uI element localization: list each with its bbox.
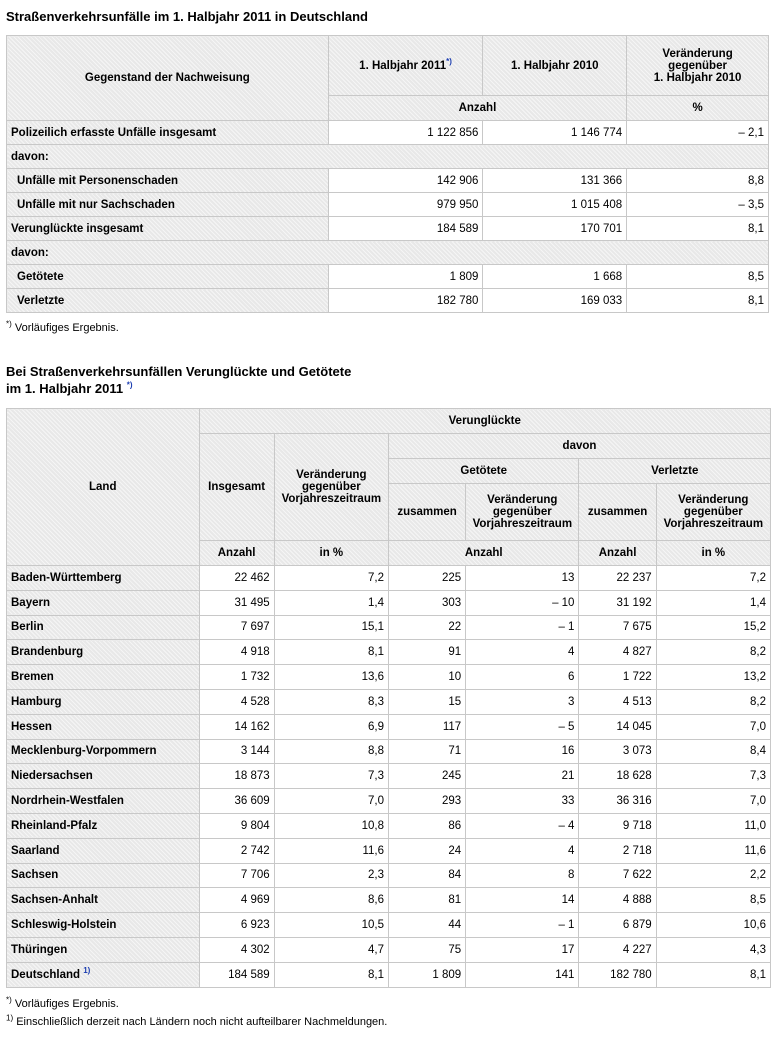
table-row [7, 665, 771, 690]
cell-verletzte: 1 722 [579, 665, 656, 690]
cell-getoetete-veraenderung: 4 [466, 838, 579, 863]
header-getoetete-veraenderung: Veränderung gegenüber Vorjahreszeitraum [466, 484, 579, 541]
cell-veraenderung: 11,6 [274, 838, 388, 863]
land-cell [7, 913, 200, 938]
cell-insgesamt: 4 918 [199, 640, 274, 665]
cell-verletzte-veraenderung: 1,4 [656, 590, 770, 615]
cell-insgesamt: 7 706 [199, 863, 274, 888]
cell-verletzte-veraenderung: 13,2 [656, 665, 770, 690]
land-cell [7, 739, 200, 764]
row-label: Unfälle mit Personenschaden [7, 169, 329, 193]
cell-getoetete-veraenderung: – 1 [466, 913, 579, 938]
cell-getoetete-veraenderung: 3 [466, 689, 579, 714]
header-2010: 1. Halbjahr 2010 [483, 36, 627, 96]
cell-veraenderung: 4,7 [274, 937, 388, 962]
row-label: Verletzte [7, 289, 329, 313]
cell-insgesamt: 7 697 [199, 615, 274, 640]
cell-2010: 131 366 [483, 169, 627, 193]
cell-2010: 170 701 [483, 217, 627, 241]
cell-insgesamt: 184 589 [199, 962, 274, 987]
table-row [7, 714, 771, 739]
land-cell [7, 863, 200, 888]
table-row [7, 813, 771, 838]
table-row [7, 193, 769, 217]
table-row [7, 217, 769, 241]
cell-verletzte: 2 718 [579, 838, 656, 863]
table-row [7, 739, 771, 764]
cell-verletzte: 6 879 [579, 913, 656, 938]
cell-getoetete: 245 [388, 764, 465, 789]
table1-title: Straßenverkehrsunfälle im 1. Halbjahr 2011 in Deutschland [6, 9, 368, 24]
cell-insgesamt: 31 495 [199, 590, 274, 615]
cell-change: 8,5 [627, 265, 769, 289]
header-getoetete: Getötete [388, 459, 578, 484]
cell-2010: 1 146 774 [483, 121, 627, 145]
cell-insgesamt: 4 969 [199, 888, 274, 913]
table-row [7, 241, 769, 265]
cell-getoetete-veraenderung: 21 [466, 764, 579, 789]
cell-2011: 184 589 [328, 217, 483, 241]
cell-2010: 1 015 408 [483, 193, 627, 217]
cell-getoetete-veraenderung: 4 [466, 640, 579, 665]
land-cell [7, 689, 200, 714]
cell-getoetete: 71 [388, 739, 465, 764]
cell-verletzte: 9 718 [579, 813, 656, 838]
header-2011: 1. Halbjahr 2011*) [328, 36, 483, 96]
land-cell [7, 838, 200, 863]
table2-footnote-2: $^{1)}$ Einschließlich derzeit nach Ländern noch nicht aufteilbarer Nachmeldungen. [6, 1013, 388, 1028]
table-row [7, 789, 771, 814]
cell-veraenderung: 8,8 [274, 739, 388, 764]
footnote-marker: 1) [83, 965, 91, 975]
land-name: Schleswig-Holstein [11, 919, 117, 932]
cell-verletzte-veraenderung: 2,2 [656, 863, 770, 888]
cell-getoetete: 293 [388, 789, 465, 814]
table-row [7, 566, 771, 591]
cell-getoetete: 10 [388, 665, 465, 690]
header-land: Land [7, 409, 200, 566]
header-verletzte: Verletzte [579, 459, 771, 484]
land-name: Niedersachsen [11, 770, 93, 783]
cell-getoetete: 91 [388, 640, 465, 665]
header-verletzte-veraenderung: Veränderung gegenüber Vorjahreszeitraum [656, 484, 770, 541]
cell-2011: 1 809 [328, 265, 483, 289]
land-name: Sachsen [11, 869, 59, 882]
land-cell [7, 764, 200, 789]
cell-verletzte-veraenderung: 11,0 [656, 813, 770, 838]
table-row [7, 838, 771, 863]
cell-veraenderung: 1,4 [274, 590, 388, 615]
land-name: Bremen [11, 671, 54, 684]
cell-verletzte-veraenderung: 15,2 [656, 615, 770, 640]
land-name: Bayern [11, 596, 50, 609]
land-name: Hessen [11, 720, 52, 733]
land-name: Mecklenburg-Vorpommern [11, 745, 157, 758]
cell-2011: 979 950 [328, 193, 483, 217]
table-row [7, 121, 769, 145]
cell-verletzte: 7 622 [579, 863, 656, 888]
cell-getoetete: 81 [388, 888, 465, 913]
table2-title: Bei Straßenverkehrsunfällen Verunglückte und Getötete im 1. Halbjahr 2011 *) [6, 364, 352, 396]
cell-veraenderung: 8,6 [274, 888, 388, 913]
cell-getoetete-veraenderung: 33 [466, 789, 579, 814]
cell-getoetete-veraenderung: 17 [466, 937, 579, 962]
cell-verletzte-veraenderung: 8,5 [656, 888, 770, 913]
cell-verletzte-veraenderung: 10,6 [656, 913, 770, 938]
cell-insgesamt: 1 732 [199, 665, 274, 690]
header-davon: davon [388, 434, 770, 459]
cell-2011: 182 780 [328, 289, 483, 313]
table1-footnote: *) Vorläufiges Ergebnis. [6, 319, 119, 334]
cell-2011: 1 122 856 [328, 121, 483, 145]
cell-getoetete-veraenderung: 8 [466, 863, 579, 888]
land-cell [7, 962, 200, 987]
unit-percent: in % [656, 541, 770, 566]
cell-veraenderung: 15,1 [274, 615, 388, 640]
table-row [7, 289, 769, 313]
land-cell [7, 789, 200, 814]
unit-anzahl: Anzahl [328, 96, 626, 121]
land-name: Nordrhein-Westfalen [11, 795, 124, 808]
cell-getoetete-veraenderung: 13 [466, 566, 579, 591]
unit-anzahl: Anzahl [199, 541, 274, 566]
table-row [7, 863, 771, 888]
cell-verletzte: 4 513 [579, 689, 656, 714]
cell-change: 8,1 [627, 289, 769, 313]
cell-getoetete-veraenderung: – 4 [466, 813, 579, 838]
cell-verletzte: 4 888 [579, 888, 656, 913]
cell-getoetete: 117 [388, 714, 465, 739]
cell-verletzte-veraenderung: 8,4 [656, 739, 770, 764]
table-row [7, 937, 771, 962]
header-insgesamt: Insgesamt [199, 434, 274, 541]
cell-insgesamt: 36 609 [199, 789, 274, 814]
cell-insgesamt: 3 144 [199, 739, 274, 764]
cell-verletzte: 7 675 [579, 615, 656, 640]
section-label: davon: [7, 145, 769, 169]
land-name: Berlin [11, 621, 44, 634]
land-cell [7, 615, 200, 640]
cell-insgesamt: 4 528 [199, 689, 274, 714]
table-row [7, 590, 771, 615]
cell-insgesamt: 2 742 [199, 838, 274, 863]
table-row [7, 145, 769, 169]
cell-verletzte-veraenderung: 7,3 [656, 764, 770, 789]
land-cell [7, 640, 200, 665]
cell-verletzte-veraenderung: 8,2 [656, 640, 770, 665]
land-cell [7, 566, 200, 591]
cell-verletzte: 3 073 [579, 739, 656, 764]
cell-verletzte-veraenderung: 8,2 [656, 689, 770, 714]
land-cell [7, 665, 200, 690]
header-change: Veränderung gegenüber 1. Halbjahr 2010 [627, 36, 769, 96]
header-subject: Gegenstand der Nachweisung [7, 36, 329, 121]
land-cell [7, 937, 200, 962]
row-label: Unfälle mit nur Sachschaden [7, 193, 329, 217]
cell-veraenderung: 8,1 [274, 962, 388, 987]
cell-insgesamt: 4 302 [199, 937, 274, 962]
row-label: Polizeilich erfasste Unfälle insgesamt [7, 121, 329, 145]
cell-verletzte-veraenderung: 11,6 [656, 838, 770, 863]
cell-getoetete-veraenderung: 6 [466, 665, 579, 690]
cell-insgesamt: 22 462 [199, 566, 274, 591]
row-label: Getötete [7, 265, 329, 289]
cell-verletzte: 14 045 [579, 714, 656, 739]
cell-verletzte: 31 192 [579, 590, 656, 615]
cell-veraenderung: 7,3 [274, 764, 388, 789]
land-cell [7, 813, 200, 838]
header-veraenderung: Veränderung gegenüber Vorjahreszeitraum [274, 434, 388, 541]
table-row [7, 169, 769, 193]
land-name: Rheinland-Pfalz [11, 819, 98, 832]
unit-anzahl: Anzahl [579, 541, 656, 566]
cell-change: 8,1 [627, 217, 769, 241]
unit-percent: % [627, 96, 769, 121]
table-row [7, 913, 771, 938]
cell-getoetete: 44 [388, 913, 465, 938]
accidents-table [6, 35, 769, 313]
cell-verletzte-veraenderung: 8,1 [656, 962, 770, 987]
cell-getoetete-veraenderung: – 10 [466, 590, 579, 615]
cell-getoetete: 86 [388, 813, 465, 838]
land-cell [7, 590, 200, 615]
cell-verletzte: 36 316 [579, 789, 656, 814]
land-name: Baden-Württemberg [11, 571, 122, 584]
cell-veraenderung: 7,2 [274, 566, 388, 591]
cell-veraenderung: 10,8 [274, 813, 388, 838]
unit-percent: in % [274, 541, 388, 566]
land-name: Thüringen [11, 943, 68, 956]
table-row [7, 615, 771, 640]
cell-verletzte: 22 237 [579, 566, 656, 591]
cell-getoetete-veraenderung: – 1 [466, 615, 579, 640]
cell-getoetete: 22 [388, 615, 465, 640]
cell-insgesamt: 9 804 [199, 813, 274, 838]
cell-getoetete-veraenderung: – 5 [466, 714, 579, 739]
land-name: Hamburg [11, 695, 62, 708]
cell-getoetete: 225 [388, 566, 465, 591]
cell-veraenderung: 10,5 [274, 913, 388, 938]
cell-getoetete-veraenderung: 16 [466, 739, 579, 764]
cell-getoetete: 15 [388, 689, 465, 714]
cell-verletzte-veraenderung: 7,0 [656, 714, 770, 739]
land-name: Saarland [11, 844, 60, 857]
land-name: Sachsen-Anhalt [11, 894, 98, 907]
cell-verletzte-veraenderung: 4,3 [656, 937, 770, 962]
cell-getoetete: 84 [388, 863, 465, 888]
table-row [7, 640, 771, 665]
cell-veraenderung: 13,6 [274, 665, 388, 690]
cell-insgesamt: 14 162 [199, 714, 274, 739]
cell-getoetete: 303 [388, 590, 465, 615]
cell-2010: 1 668 [483, 265, 627, 289]
footnote-marker: *) [126, 380, 133, 390]
cell-getoetete-veraenderung: 14 [466, 888, 579, 913]
unit-anzahl: Anzahl [388, 541, 578, 566]
land-name: Brandenburg [11, 646, 84, 659]
footnote-marker: *) [446, 56, 452, 66]
cell-verletzte-veraenderung: 7,2 [656, 566, 770, 591]
header-getoetete-zusammen: zusammen [388, 484, 465, 541]
cell-verletzte: 4 227 [579, 937, 656, 962]
cell-getoetete: 1 809 [388, 962, 465, 987]
land-name: Deutschland [11, 968, 81, 981]
states-table [6, 408, 771, 988]
cell-change: 8,8 [627, 169, 769, 193]
table-row [7, 888, 771, 913]
cell-insgesamt: 6 923 [199, 913, 274, 938]
cell-2011: 142 906 [328, 169, 483, 193]
section-label: davon: [7, 241, 769, 265]
table-row [7, 962, 771, 987]
table-row [7, 265, 769, 289]
header-verunglueckte: Verunglückte [199, 409, 771, 434]
table-row [7, 764, 771, 789]
row-label: Verunglückte insgesamt [7, 217, 329, 241]
cell-getoetete: 75 [388, 937, 465, 962]
cell-veraenderung: 6,9 [274, 714, 388, 739]
table-row [7, 689, 771, 714]
cell-getoetete-veraenderung: 141 [466, 962, 579, 987]
cell-veraenderung: 2,3 [274, 863, 388, 888]
cell-veraenderung: 7,0 [274, 789, 388, 814]
cell-insgesamt: 18 873 [199, 764, 274, 789]
cell-verletzte: 4 827 [579, 640, 656, 665]
cell-veraenderung: 8,3 [274, 689, 388, 714]
header-verletzte-zusammen: zusammen [579, 484, 656, 541]
land-cell [7, 714, 200, 739]
cell-change: – 3,5 [627, 193, 769, 217]
cell-change: – 2,1 [627, 121, 769, 145]
cell-verletzte: 182 780 [579, 962, 656, 987]
land-cell [7, 888, 200, 913]
cell-verletzte-veraenderung: 7,0 [656, 789, 770, 814]
cell-veraenderung: 8,1 [274, 640, 388, 665]
cell-verletzte: 18 628 [579, 764, 656, 789]
cell-getoetete: 24 [388, 838, 465, 863]
cell-2010: 169 033 [483, 289, 627, 313]
table2-footnote-1: *) Vorläufiges Ergebnis. [6, 995, 119, 1010]
